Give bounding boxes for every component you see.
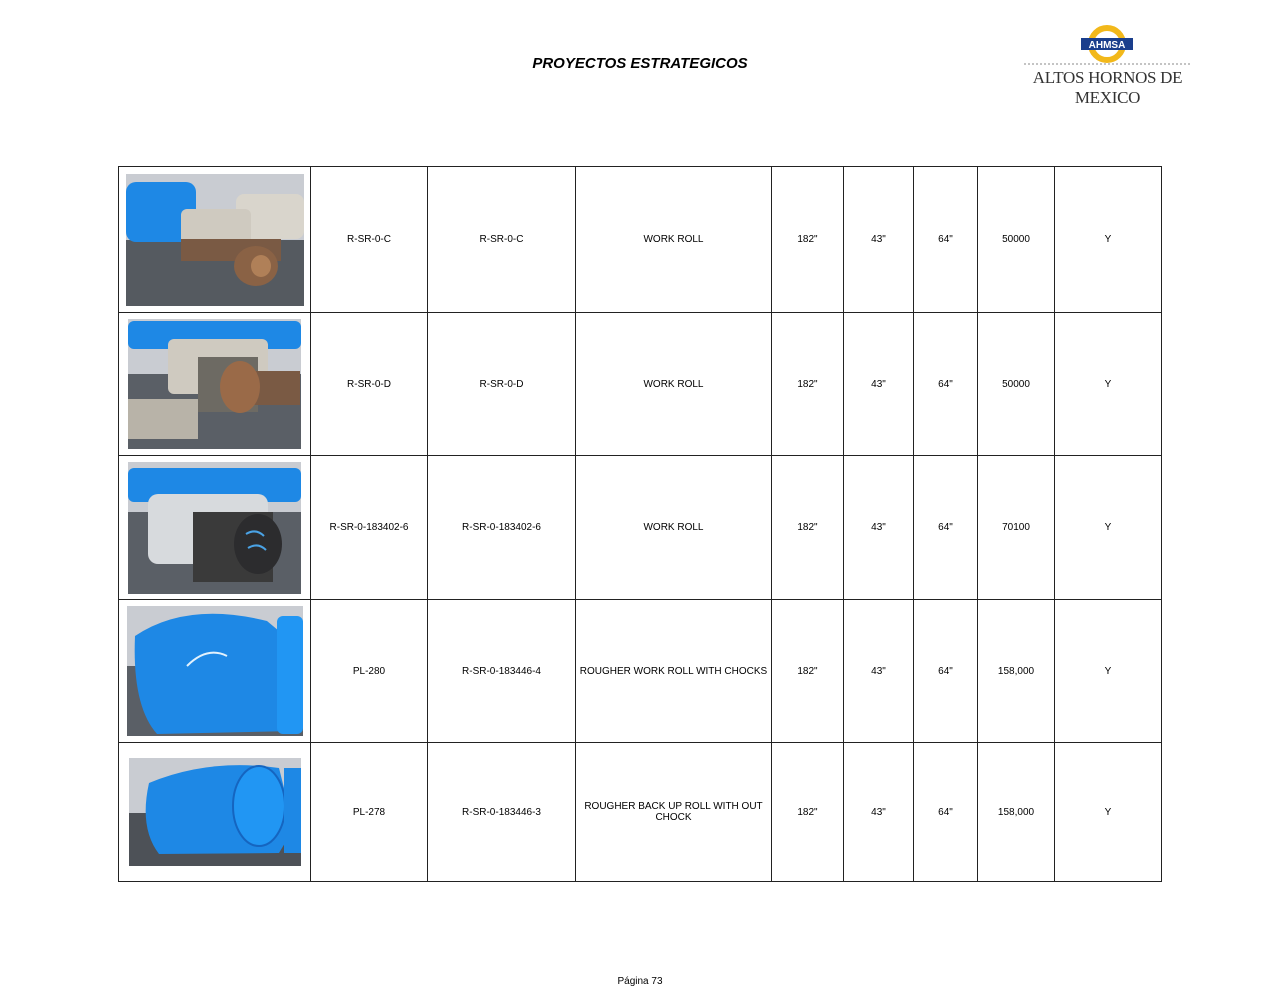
dimension-cell: 64"	[914, 600, 978, 743]
id-cell: R-SR-0-D	[311, 313, 428, 456]
id-cell: R-SR-0-183402-6	[311, 456, 428, 600]
dimension-cell: 43"	[844, 600, 914, 743]
table-row	[119, 600, 1162, 743]
photo-cell	[119, 600, 311, 743]
dimension-cell: 43"	[844, 456, 914, 600]
dimension-cell: 182"	[772, 167, 844, 313]
roll-photo-1	[126, 174, 304, 306]
part-cell: R-SR-0-183402-6	[428, 456, 576, 600]
photo-cell	[119, 456, 311, 600]
weight-cell: 70100	[978, 456, 1055, 600]
dimension-cell: 182"	[772, 456, 844, 600]
dimension-cell: 64"	[914, 313, 978, 456]
weight-cell: 158,000	[978, 743, 1055, 882]
description-cell: WORK ROLL	[576, 167, 772, 313]
part-cell: R-SR-0-D	[428, 313, 576, 456]
table-row	[119, 167, 1162, 313]
table-row	[119, 456, 1162, 600]
part-cell: R-SR-0-183446-3	[428, 743, 576, 882]
dimension-cell: 64"	[914, 456, 978, 600]
part-cell: R-SR-0-C	[428, 167, 576, 313]
description-cell: WORK ROLL	[576, 313, 772, 456]
weight-cell: 158,000	[978, 600, 1055, 743]
flag-cell: Y	[1055, 313, 1162, 456]
wrapped-roll-photo-5	[129, 758, 301, 866]
dimension-cell: 64"	[914, 743, 978, 882]
description-cell: WORK ROLL	[576, 456, 772, 600]
table-row	[119, 743, 1162, 882]
roll-photo-3	[128, 462, 301, 594]
dimension-cell: 43"	[844, 313, 914, 456]
logo-badge-text: AHMSA	[1088, 40, 1126, 51]
weight-cell: 50000	[978, 313, 1055, 456]
id-cell: PL-280	[311, 600, 428, 743]
roll-photo-2	[128, 319, 301, 449]
flag-cell: Y	[1055, 600, 1162, 743]
table-row	[119, 313, 1162, 456]
flag-cell: Y	[1055, 456, 1162, 600]
weight-cell: 50000	[978, 167, 1055, 313]
id-cell: PL-278	[311, 743, 428, 882]
photo-cell	[119, 743, 311, 882]
photo-cell	[119, 167, 311, 313]
wrapped-roll-photo-4	[127, 606, 303, 736]
dimension-cell: 182"	[772, 313, 844, 456]
dimension-cell: 43"	[844, 743, 914, 882]
description-cell: ROUGHER WORK ROLL WITH CHOCKS	[576, 600, 772, 743]
flag-cell: Y	[1055, 167, 1162, 313]
page-title: PROYECTOS ESTRATEGICOS	[532, 55, 748, 72]
photo-cell	[119, 313, 311, 456]
dimension-cell: 43"	[844, 167, 914, 313]
description-cell: ROUGHER BACK UP ROLL WITH OUT CHOCK	[576, 743, 772, 882]
page-number: Página 73	[617, 976, 663, 987]
logo-company-name: ALTOS HORNOS DE MEXICO	[1032, 68, 1183, 107]
flag-cell: Y	[1055, 743, 1162, 882]
dimension-cell: 182"	[772, 600, 844, 743]
dimension-cell: 64"	[914, 167, 978, 313]
part-cell: R-SR-0-183446-4	[428, 600, 576, 743]
id-cell: R-SR-0-C	[311, 167, 428, 313]
dimension-cell: 182"	[772, 743, 844, 882]
inventory-table	[118, 166, 1162, 882]
